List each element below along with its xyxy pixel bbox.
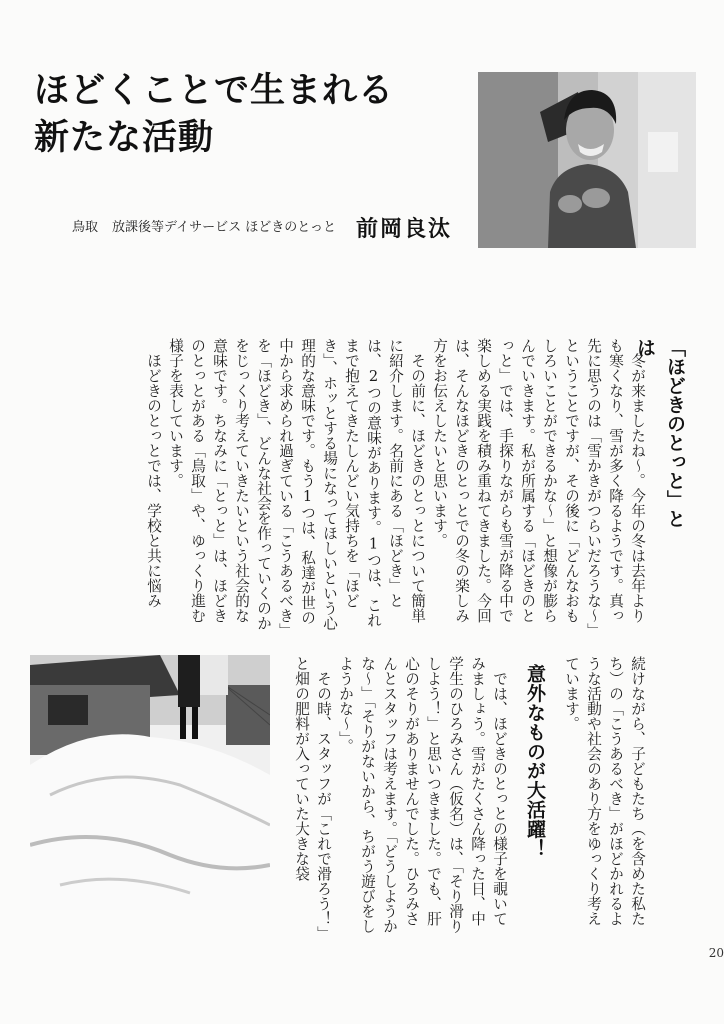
- paragraph: では、ほどきのとっとの様子を覗いてみましょう。雪がたくさん降った日、中学生のひろみさん（仮名）は、「そり滑りしよう！」と思いつきました。でも、肝心のそりがありませんでした。ひろみさんとスタッフは考えます。「どうしようかな〜」「そりがないから、ちがう遊びをしようかな〜」。: [337, 656, 508, 934]
- section-heading-tottotoha: 「ほどきのとっと」とは: [634, 338, 686, 528]
- page-number: 20: [708, 946, 724, 960]
- title-line-2: 新たな活動: [34, 117, 215, 158]
- paragraph: その前に、ほどきのとっとについて簡単に紹介します。名前にある「ほどき」とは、2つの意味があります。1つは、これまで抱えてきたしんどい気持ちを「ほどき」、ホッとする場になってほしいという心理的な意味です。もう1つは、私達が世の中から求められ過ぎている「こうあるべき」を「ほどき」、どんな社会を作っていくのかをじっくり考えていきたいという社会的な意味です。ちなみに「とっと」は、ほどきのとっとがある「鳥取」や、ゆっくり進む様子を表しています。: [167, 338, 426, 631]
- paragraph: 冬が来ましたね〜。今年の冬は去年よりも寒くなり、雪が多く降るようです。真っ先に思うのは「雪かきがつらいだろうな〜」ということですが、その後に「どんなおもしろいことができるかな〜」と想像が膨らんでいきます。私が所属する「ほどきのとっと」では、手探りながらも雪が降る中で楽しめる実践を積み重ねてきました。今回は、そんなほどきのとっとでの冬の楽しみ方をお伝えしたいと思います。: [431, 338, 646, 631]
- section2-body: [290, 656, 648, 940]
- paragraph: その時、スタッフが「これで滑ろう！」と畑の肥料が入っていた大きな袋: [293, 656, 332, 934]
- article-title: [34, 68, 394, 162]
- title-line-1: ほどくことで生まれる: [34, 70, 395, 111]
- byline: [72, 216, 336, 235]
- portrait-photo: [478, 72, 696, 248]
- section1-body: [142, 338, 648, 632]
- section-heading-daikatsuyaku: 意外なものが大活躍！: [524, 664, 546, 858]
- byline-region: 鳥取: [72, 220, 99, 235]
- byline-organization: 放課後等デイサービス ほどきのとっと: [112, 220, 336, 235]
- paragraph: 続けながら、子どもたち（を含めた私たち）の「こうあるべき」がほどかれるような活動や社会のあり方をゆっくり考えています。: [563, 656, 646, 926]
- snow-mound-photo: [30, 655, 270, 910]
- author-name: 前岡良汰: [356, 216, 453, 242]
- paragraph: ほどきのとっとでは、学校と共に悩み: [145, 352, 162, 608]
